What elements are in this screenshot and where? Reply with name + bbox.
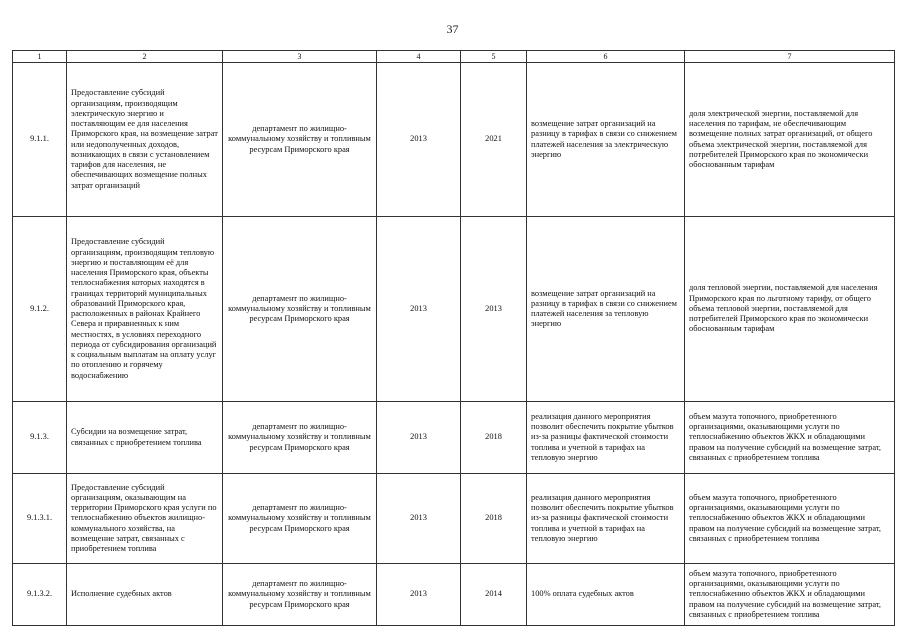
measure-name: Исполнение судебных актов <box>67 564 223 626</box>
measures-table <box>12 50 895 626</box>
table-row <box>13 564 895 626</box>
end-year: 2013 <box>461 217 527 402</box>
table-row <box>13 217 895 402</box>
measure-number: 9.1.3.2. <box>13 564 67 626</box>
column-header: 3 <box>223 51 377 63</box>
expected-result: возмещение затрат организаций на разницу в тарифах в связи со снижением платежей населения за тепловую энергию <box>527 217 685 402</box>
expected-result: реализация данного мероприятия позволит обеспечить покрытие убытков из-за разницы фактической стоимости топлива и учетной в тарифах на тепловую энергию <box>527 474 685 564</box>
responsible-department: департамент по жилищно-коммунальному хозяйству и топливным ресурсам Приморского края <box>223 63 377 217</box>
column-header: 5 <box>461 51 527 63</box>
indicator: доля электрической энергии, поставляемой для населения по тарифам, не обеспечивающим возмещение полных затрат организаций, от общего объема электрической энергии, поставляемой для потребителей Приморского края по экономически обоснованным тарифам <box>685 63 895 217</box>
indicator: объем мазута топочного, приобретенного организациями, оказывающими услуги по теплоснабжению объектов ЖКХ и обладающими правом на получение субсидий на возмещение затрат, связанных с приобретением топлива <box>685 402 895 474</box>
measure-name: Субсидии на возмещение затрат, связанных с приобретением топлива <box>67 402 223 474</box>
end-year: 2021 <box>461 63 527 217</box>
start-year: 2013 <box>377 402 461 474</box>
start-year: 2013 <box>377 217 461 402</box>
indicator: объем мазута топочного, приобретенного организациями, оказывающими услуги по теплоснабжению объектов ЖКХ и обладающими правом на получение субсидий на возмещение затрат, связанных с приобретением топлива <box>685 474 895 564</box>
measure-number: 9.1.1. <box>13 63 67 217</box>
page-number: 37 <box>446 22 459 36</box>
responsible-department: департамент по жилищно-коммунальному хозяйству и топливным ресурсам Приморского края <box>223 474 377 564</box>
end-year: 2018 <box>461 474 527 564</box>
column-header: 6 <box>527 51 685 63</box>
column-header: 7 <box>685 51 895 63</box>
responsible-department: департамент по жилищно-коммунальному хозяйству и топливным ресурсам Приморского края <box>223 402 377 474</box>
measure-name: Предоставление субсидий организациям, производящим электрическую энергию и поставляющим ее для населения Приморского края, на возмещение затрат или недополученных доходов, возникающих в связи с установлением тарифов для населения, не обеспечивающих возмещение полных затрат организаций <box>67 63 223 217</box>
indicator: доля тепловой энергии, поставляемой для населения Приморского края по льготному тарифу, от общего объема тепловой энергии, поставляемой для потребителей Приморского края по экономически обоснованным тарифам <box>685 217 895 402</box>
end-year: 2018 <box>461 402 527 474</box>
indicator: объем мазута топочного, приобретенного организациями, оказывающими услуги по теплоснабжению объектов ЖКХ и обладающими правом на получение субсидий на возмещение затрат, связанных с приобретением топлива <box>685 564 895 626</box>
table-row <box>13 63 895 217</box>
column-number-row <box>13 51 895 63</box>
start-year: 2013 <box>377 63 461 217</box>
measure-number: 9.1.2. <box>13 217 67 402</box>
measure-name: Предоставление субсидий организациям, производящим тепловую энергию и поставляющим её для населения Приморского края, объекты теплоснабжения которых находятся в границах территорий муниципальных образований Приморского края, расположенных в районах Крайнего Севера и приравненных к ним местностях, в условиях переходного периода от субсидирования организаций к социальным выплатам на оплату услуг по отоплению и горячему водоснабжению <box>67 217 223 402</box>
expected-result: возмещение затрат организаций на разницу в тарифах в связи со снижением платежей населения за электрическую энергию <box>527 63 685 217</box>
expected-result: реализация данного мероприятия позволит обеспечить покрытие убытков из-за разницы фактической стоимости топлива и учетной в тарифах на тепловую энергию <box>527 402 685 474</box>
column-header: 1 <box>13 51 67 63</box>
start-year: 2013 <box>377 564 461 626</box>
table-row <box>13 474 895 564</box>
expected-result: 100% оплата судебных актов <box>527 564 685 626</box>
column-header: 4 <box>377 51 461 63</box>
responsible-department: департамент по жилищно-коммунальному хозяйству и топливным ресурсам Приморского края <box>223 564 377 626</box>
start-year: 2013 <box>377 474 461 564</box>
table-row <box>13 402 895 474</box>
measure-number: 9.1.3.1. <box>13 474 67 564</box>
column-header: 2 <box>67 51 223 63</box>
responsible-department: департамент по жилищно-коммунальному хозяйству и топливным ресурсам Приморского края <box>223 217 377 402</box>
end-year: 2014 <box>461 564 527 626</box>
measure-number: 9.1.3. <box>13 402 67 474</box>
measure-name: Предоставление субсидий организациям, оказывающим на территории Приморского края услуги по теплоснабжению объектов жилищно-коммунального хозяйства, на возмещение затрат, связанных с приобретением топлива <box>67 474 223 564</box>
